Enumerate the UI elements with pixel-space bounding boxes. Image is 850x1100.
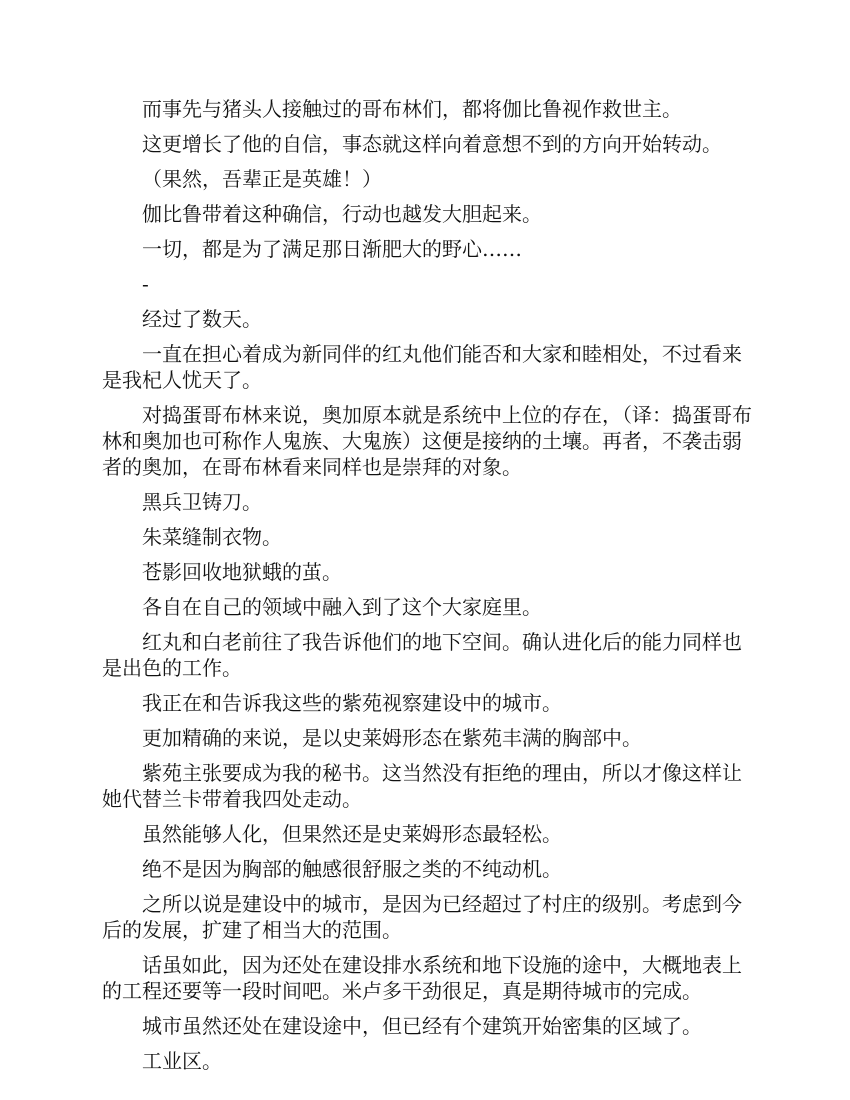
paragraph: 而事先与猪头人接触过的哥布林们，都将伽比鲁视作救世主。	[142, 97, 682, 121]
paragraph: 朱菜缝制衣物。	[142, 525, 282, 549]
paragraph: 经过了数天。	[142, 307, 262, 331]
paragraph: （果然，吾辈正是英雄！）	[142, 167, 382, 191]
paragraph: 一切，都是为了满足那日渐肥大的野心……	[142, 237, 522, 261]
paragraph: 苍影回收地狱蛾的茧。	[142, 560, 342, 584]
paragraph: 工业区。	[142, 1049, 222, 1073]
paragraph: 伽比鲁带着这种确信，行动也越发大胆起来。	[142, 202, 542, 226]
document-body	[102, 96, 752, 1083]
paragraph: 虽然能够人化，但果然还是史莱姆形态最轻松。	[142, 822, 562, 846]
paragraph: 黑兵卫铸刀。	[142, 490, 262, 514]
section-divider: -	[142, 272, 149, 296]
paragraph: 这更增长了他的自信，事态就这样向着意想不到的方向开始转动。	[142, 132, 722, 156]
paragraph: 话虽如此，因为还处在建设排水系统和地下设施的途中，大概地表上的工程还要等一段时间吧。米卢多干劲很足，真是期待城市的完成。	[102, 953, 742, 1003]
paragraph: 我正在和告诉我这些的紫苑视察建设中的城市。	[142, 691, 562, 715]
paragraph: 一直在担心着成为新同伴的红丸他们能否和大家和睦相处，不过看来是我杞人忧天了。	[102, 342, 742, 392]
paragraph: 对捣蛋哥布林来说，奥加原本就是系统中上位的存在，（译：捣蛋哥布林和奥加也可称作人鬼族、大鬼族）这便是接纳的土壤。再者，不袭击弱者的奥加，在哥布林看来同样也是崇拜的对象。	[102, 403, 752, 479]
paragraph: 城市虽然还处在建设途中，但已经有个建筑开始密集的区域了。	[142, 1014, 702, 1038]
paragraph: 更加精确的来说，是以史莱姆形态在紫苑丰满的胸部中。	[142, 726, 642, 750]
paragraph: 红丸和白老前往了我告诉他们的地下空间。确认进化后的能力同样也是出色的工作。	[102, 630, 742, 680]
paragraph: 绝不是因为胸部的触感很舒服之类的不纯动机。	[142, 857, 562, 881]
paragraph: 紫苑主张要成为我的秘书。这当然没有拒绝的理由，所以才像这样让她代替兰卡带着我四处走动。	[102, 761, 742, 811]
paragraph: 各自在自己的领域中融入到了这个大家庭里。	[142, 595, 542, 619]
paragraph: 之所以说是建设中的城市，是因为已经超过了村庄的级别。考虑到今后的发展，扩建了相当大的范围。	[102, 892, 742, 942]
